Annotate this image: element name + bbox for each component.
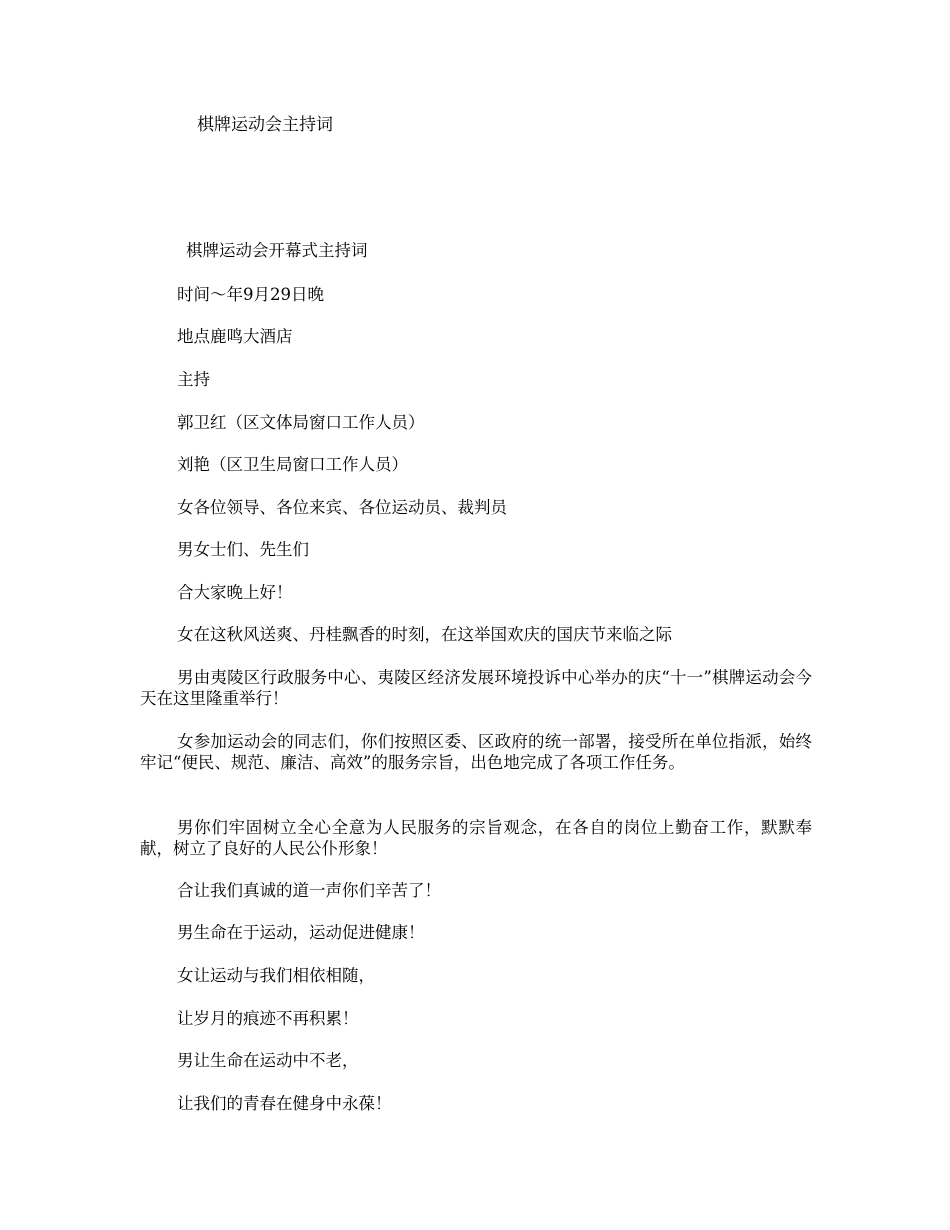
paragraph-participants: 女参加运动会的同志们，你们按照区委、区政府的统一部署，接受所在单位指派，始终牢记“便民、规范、廉洁、高效”的服务宗旨，出色地完成了各项工作任务。	[140, 732, 812, 772]
document-subtitle: 棋牌运动会开幕式主持词	[186, 241, 368, 260]
paragraph-host-label: 主持	[177, 370, 210, 389]
paragraph-intro-2: 男由夷陵区行政服务中心、夷陵区经济发展环境投诉中心举办的庆“十一”棋牌运动会今天在这里隆重举行！	[140, 668, 812, 708]
paragraph-greeting-1: 女各位领导、各位来宾、各位运动员、裁判员	[177, 498, 507, 517]
paragraph-sport-companion: 女让运动与我们相依相随，	[177, 966, 375, 985]
paragraph-life-sport: 男生命在于运动，运动促进健康！	[177, 923, 425, 942]
paragraph-host-2: 刘艳（区卫生局窗口工作人员）	[177, 455, 408, 474]
document-title: 棋牌运动会主持词	[197, 115, 333, 135]
paragraph-location: 地点鹿鸣大酒店	[177, 327, 293, 346]
paragraph-greeting-2: 男女士们、先生们	[177, 540, 309, 559]
paragraph-host-1: 郭卫红（区文体局窗口工作人员）	[177, 413, 425, 432]
paragraph-service: 男你们牢固树立全心全意为人民服务的宗旨观念，在各自的岗位上勤奋工作，默默奉献，树立了良好的人民公仆形象！	[140, 818, 812, 858]
paragraph-greeting-3: 合大家晚上好！	[177, 583, 293, 602]
paragraph-intro-1: 女在这秋风送爽、丹桂飘香的时刻，在这举国欢庆的国庆节来临之际	[177, 625, 672, 644]
paragraph-youth: 让我们的青春在健身中永葆！	[177, 1094, 392, 1113]
paragraph-thanks: 合让我们真诚的道一声你们辛苦了！	[177, 881, 441, 900]
paragraph-life-young: 男让生命在运动中不老，	[177, 1051, 359, 1070]
paragraph-time: 时间～年9月29日晚	[177, 285, 324, 304]
paragraph-years: 让岁月的痕迹不再积累！	[177, 1009, 359, 1028]
